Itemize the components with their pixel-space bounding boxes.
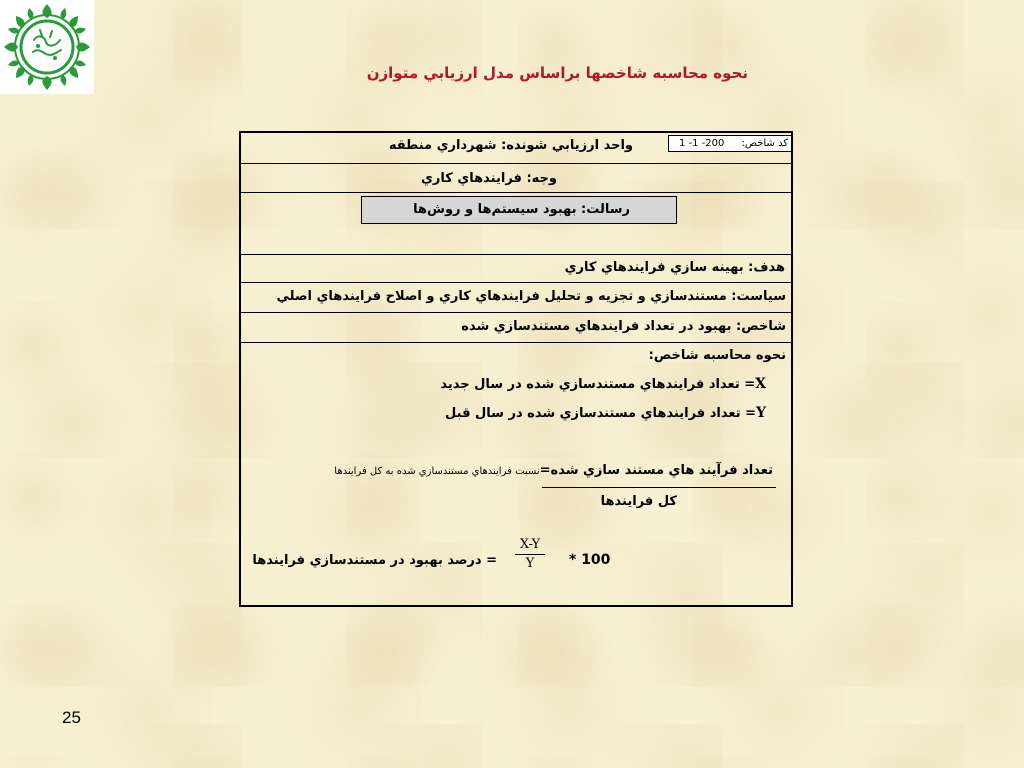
ratio-equals: =: [539, 463, 551, 478]
y-definition-text: = تعداد فرايندهاي مستندسازي شده در سال قبل: [445, 406, 756, 421]
ratio-numerator: تعداد فرآيند هاي مستند سازي شده: [550, 463, 773, 478]
perspective: وجه: فرايندهاي کاري: [421, 171, 557, 186]
indicator-code-box: [668, 135, 792, 152]
slide-title: نحوه محاسبه شاخصها براساس مدل ارزيابي متوازن: [366, 64, 748, 82]
tehran-municipality-logo-icon: [0, 0, 94, 94]
x-definition: [440, 376, 766, 392]
indicator-code-value: 1 -1 -200: [679, 138, 725, 149]
multiplier: * 100: [569, 552, 611, 568]
y-variable: Y: [756, 405, 766, 421]
row-divider: [241, 282, 791, 283]
row-divider: [241, 192, 791, 193]
ratio-formula: [334, 463, 773, 478]
goal: هدف: بهينه سازي فرايندهاي کاري: [564, 260, 785, 275]
indicator-code-label: کد شاخص:: [741, 138, 788, 149]
ratio-result: نسبت فرايندهاي مستندسازي شده به کل فرايندها: [334, 466, 540, 477]
fraction-denominator: Y: [525, 556, 535, 571]
ratio-fraction-bar: [542, 487, 776, 488]
evaluated-unit: واحد ارزيابي شونده: شهرداري منطقه: [388, 138, 633, 153]
page-number: 25: [62, 708, 81, 727]
y-definition: [445, 405, 766, 421]
indicator-table: [239, 131, 793, 607]
row-divider: [241, 254, 791, 255]
row-divider: [241, 342, 791, 343]
calculation-heading: نحوه محاسبه شاخص:: [648, 348, 786, 363]
row-divider: [241, 312, 791, 313]
x-variable: X: [755, 376, 766, 392]
row-divider: [241, 163, 791, 164]
percent-improvement-label: = درصد بهبود در مستندسازي فرايندها: [252, 553, 497, 568]
fraction-bar: [515, 554, 545, 555]
fraction-numerator: X-Y: [519, 537, 541, 552]
mission-box: رسالت: بهبود سيستم‌ها و روش‌ها: [361, 196, 677, 224]
indicator: شاخص: بهبود در تعداد فرايندهاي مستندسازي شده: [461, 319, 786, 334]
policy: سياست: مستندسازي و تجزيه و تحليل فرايندهاي کاري و اصلاح فرايندهاي اصلي: [276, 289, 786, 304]
ratio-denominator: کل فرايندها: [600, 494, 677, 509]
x-definition-text: = تعداد فرايندهاي مستندسازي شده در سال جديد: [440, 377, 756, 392]
municipality-logo: [0, 0, 94, 94]
